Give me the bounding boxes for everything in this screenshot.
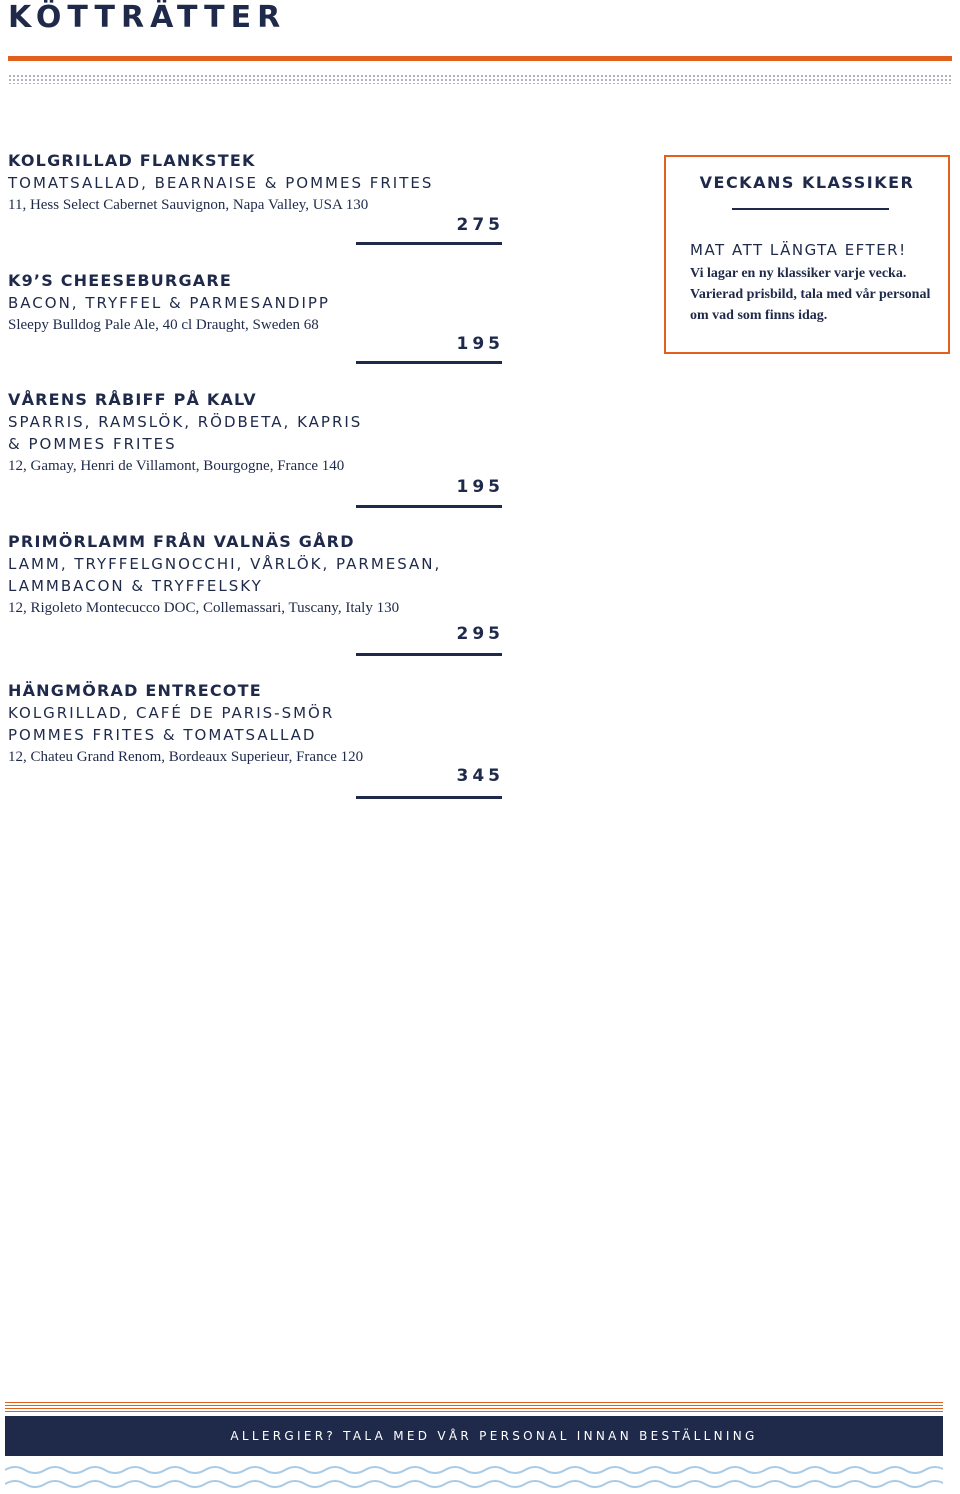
menu-item-flankstek: [8, 150, 508, 250]
box-title: VECKANS KLASSIKER: [699, 173, 915, 192]
wave-line-top: [5, 1467, 943, 1473]
price-underline: [356, 505, 502, 508]
dish-price: 345: [456, 766, 504, 786]
price-underline: [356, 242, 502, 245]
box-body: Vi lagar en ny klassiker varje vecka. Varierad prisbild, tala med vår personal om vad som finns idag.: [690, 266, 931, 323]
allergy-notice: ALLERGIER? TALA MED VÅR PERSONAL INNAN BESTÄLLNING: [230, 1429, 758, 1443]
dish-name: HÄNGMÖRAD ENTRECOTE: [8, 681, 262, 700]
menu-item-rabiff: [8, 389, 508, 513]
dish-description: TOMATSALLAD, BEARNAISE & POMMES FRITES: [8, 174, 434, 192]
dish-price: 295: [456, 624, 504, 644]
wine-pairing: Sleepy Bulldog Pale Ale, 40 cl Draught, Sweden 68: [8, 317, 319, 333]
wine-pairing: 11, Hess Select Cabernet Sauvignon, Napa Valley, USA 130: [8, 197, 369, 213]
page-title: KÖTTRÄTTER: [8, 0, 287, 35]
dish-description: LAMMBACON & TRYFFELSKY: [8, 577, 263, 595]
dotted-divider: [8, 74, 952, 84]
dish-description: LAMM, TRYFFELGNOCCHI, VÅRLÖK, PARMESAN,: [8, 555, 442, 573]
menu-item-primorlamm: [8, 531, 508, 661]
allergy-banner: [5, 1416, 943, 1456]
dish-description: BACON, TRYFFEL & PARMESANDIPP: [8, 294, 330, 312]
dish-price: 275: [456, 215, 504, 235]
dish-price: 195: [456, 334, 504, 354]
dish-name: PRIMÖRLAMM FRÅN VALNÄS GÅRD: [8, 532, 355, 551]
wine-pairing: 12, Chateu Grand Renom, Bordeaux Superieur, France 120: [8, 749, 364, 765]
dish-description: SPARRIS, RAMSLÖK, RÖDBETA, KAPRIS: [8, 413, 363, 431]
menu-item-entrecote: [8, 680, 508, 805]
box-headline: MAT ATT LÄNGTA EFTER!: [690, 241, 907, 259]
price-underline: [356, 361, 502, 364]
price-underline: [356, 796, 502, 799]
wine-pairing: 12, Gamay, Henri de Villamont, Bourgogne, France 140: [8, 458, 345, 474]
wine-pairing: 12, Rigoleto Montecucco DOC, Collemassari, Tuscany, Italy 130: [8, 600, 400, 616]
dish-description: POMMES FRITES & TOMATSALLAD: [8, 726, 317, 744]
dish-name: KOLGRILLAD FLANKSTEK: [8, 151, 256, 170]
menu-item-cheeseburgare: [8, 270, 508, 370]
dish-description: & POMMES FRITES: [8, 435, 177, 453]
wave-line-bottom: [5, 1481, 943, 1487]
weekly-classic-box: [664, 155, 950, 354]
wave-decoration: [5, 1462, 943, 1492]
dish-description: KOLGRILLAD, CAFÉ DE PARIS-SMÖR: [8, 704, 335, 722]
dish-price: 195: [456, 477, 504, 497]
dish-name: VÅRENS RÅBIFF PÅ KALV: [8, 390, 257, 409]
box-divider: [732, 208, 889, 210]
price-underline: [356, 653, 502, 656]
footer-stripes: [5, 1402, 943, 1412]
header-divider: [8, 56, 952, 61]
dish-name: K9’S CHEESEBURGARE: [8, 271, 233, 290]
